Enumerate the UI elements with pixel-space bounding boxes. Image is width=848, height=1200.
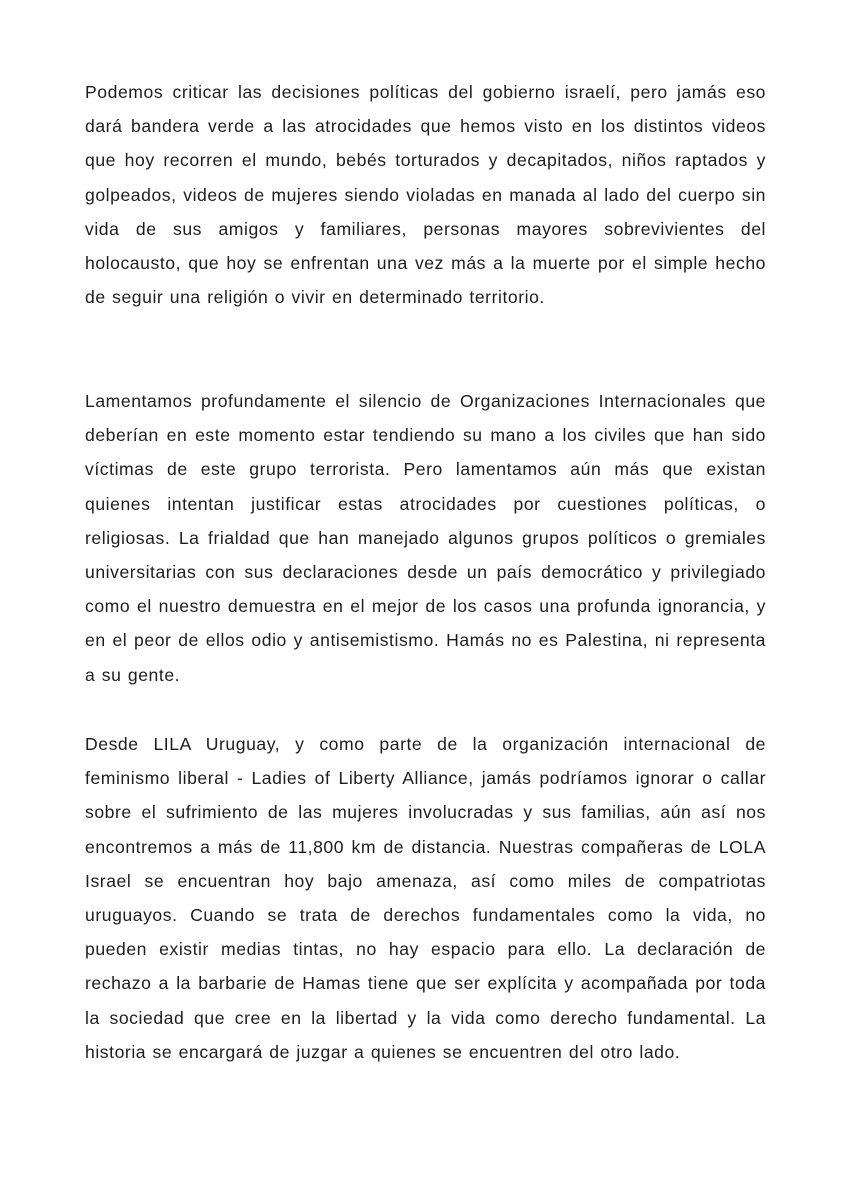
paragraph-3: Desde LILA Uruguay, y como parte de la organización internacional de feminismo liberal - Ladies of Liberty Alliance, jamás podríamos ignorar o callar sobre el sufrimiento de las mujeres involucradas y sus familias, aún así nos encontremos a más de 11,800 km de distancia. Nuestras compañeras de LOLA Israel se encuentran hoy bajo amenaza, así como miles de compatriotas uruguayos. Cuando se trata de derechos fundamentales como la vida, no pueden existir medias tintas, no hay espacio para ello. La declaración de rechazo a la barbarie de Hamas tiene que ser explícita y acompañada por toda la sociedad que cree en la libertad y la vida como derecho fundamental. La historia se encargará de juzgar a quienes se encuentren del otro lado. bbox=[85, 734, 766, 1062]
paragraph-2: Lamentamos profundamente el silencio de Organizaciones Internacionales que deberían en este momento estar tendiendo su mano a los civiles que han sido víctimas de este grupo terrorista. Pero lamentamos aún más que existan quienes intentan justificar estas atrocidades por cuestiones políticas, o religiosas. La frialdad que han manejado algunos grupos políticos o gremiales universitarias con sus declaraciones desde un país democrático y privilegiado como el nuestro demuestra en el mejor de los casos una profunda ignorancia, y en el peor de ellos odio y antisemistismo. Hamás no es Palestina, ni representa a su gente. bbox=[85, 391, 766, 685]
paragraph-1: Podemos criticar las decisiones políticas del gobierno israelí, pero jamás eso dará bandera verde a las atrocidades que hemos visto en los distintos videos que hoy recorren el mundo, bebés torturados y decapitados, niños raptados y golpeados, videos de mujeres siendo violadas en manada al lado del cuerpo sin vida de sus amigos y familiares, personas mayores sobrevivientes del holocausto, que hoy se enfrentan una vez más a la muerte por el simple hecho de seguir una religión o vivir en determinado territorio. bbox=[85, 82, 766, 308]
